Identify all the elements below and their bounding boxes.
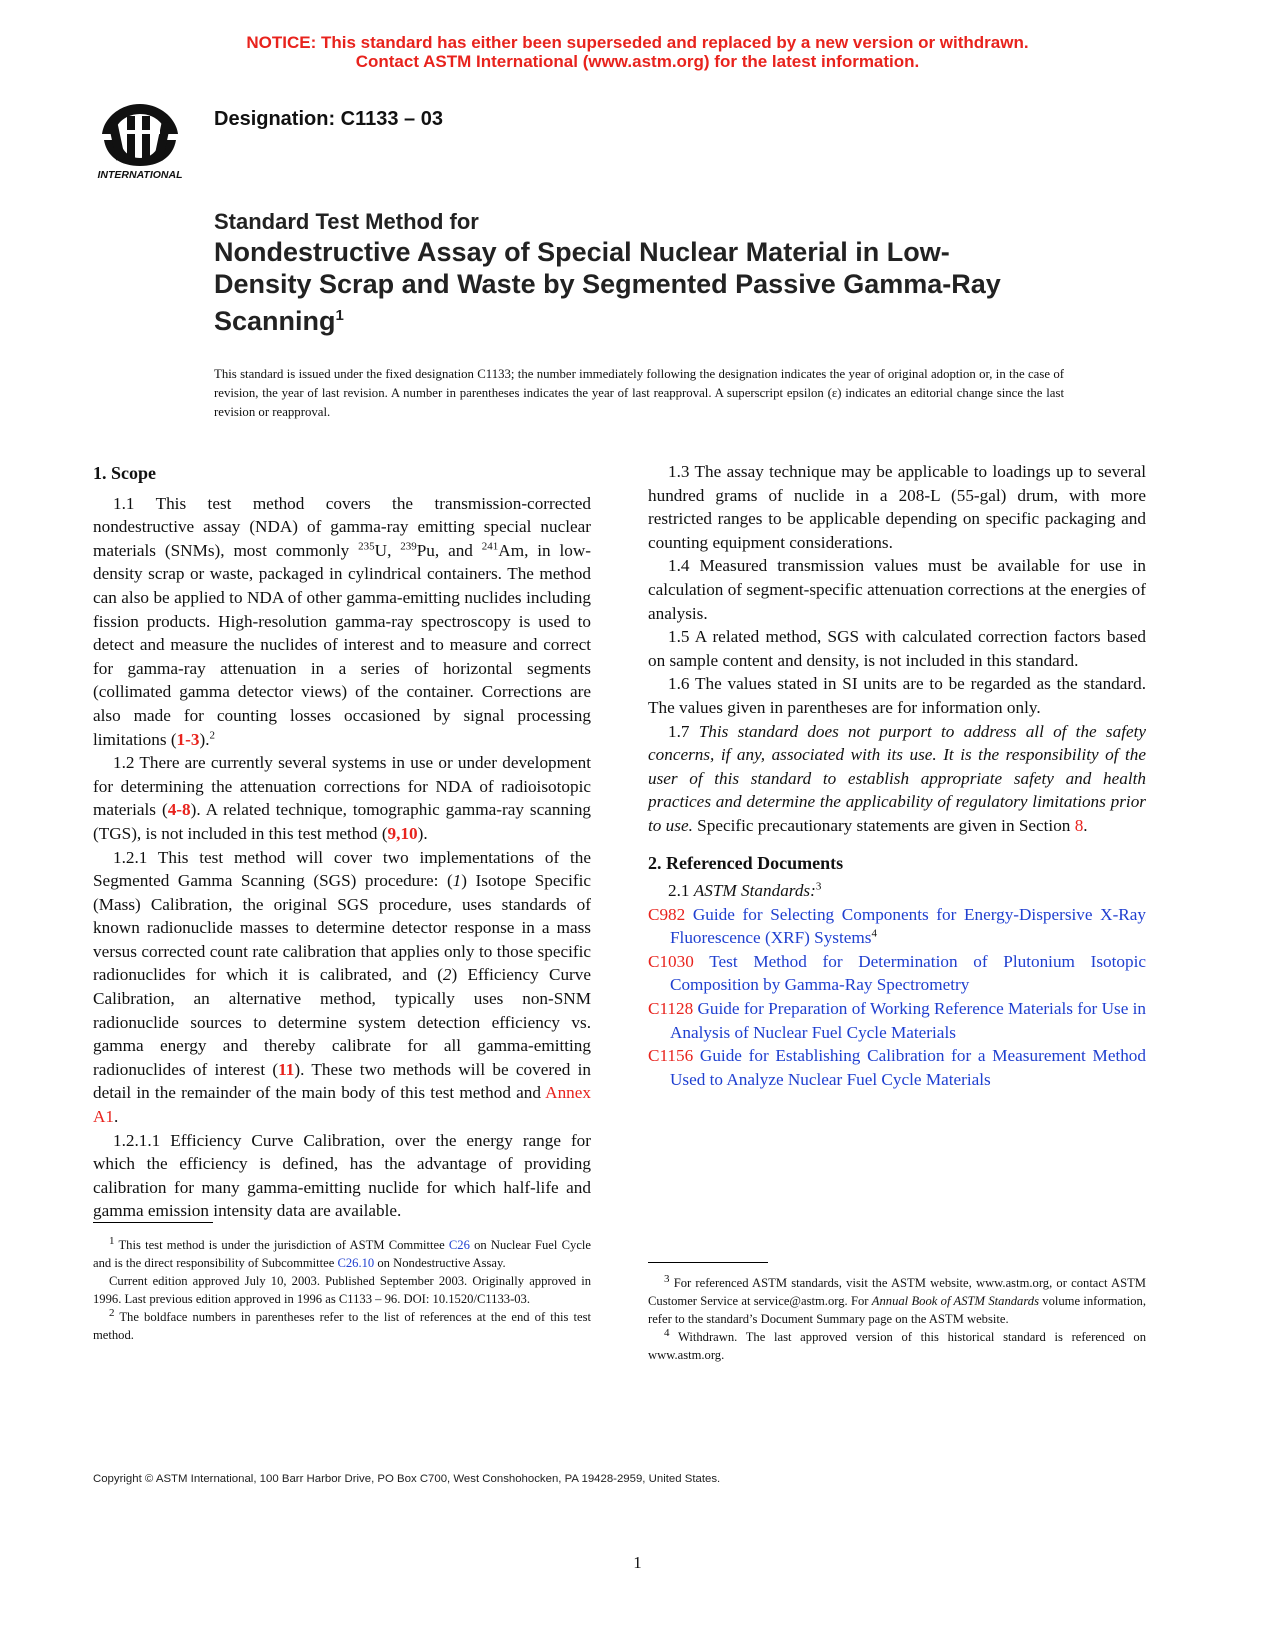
title-line-1: Standard Test Method for <box>214 209 479 234</box>
reference-item[interactable]: C982 Guide for Selecting Components for Energy-Dispersive X-Ray Fluorescence (XRF) Systems$^4$ <box>648 904 1146 948</box>
reference-item[interactable]: C1128 Guide for Preparation of Working Reference Materials for Use in Analysis of Nuclear Fuel Cycle Materials <box>648 999 1146 1042</box>
scope-heading: 1. Scope <box>93 463 156 483</box>
paragraph-1-6: 1.6 The values stated in SI units are to be regarded as the standard. The values given in parentheses are for information only. <box>648 674 1146 717</box>
edition-note: Current edition approved July 10, 2003. Published September 2003. Originally approved in 1996. Last previous edition approved in 1996 as C1133 – 96. DOI: 10.1520/C1133-03. <box>93 1274 591 1306</box>
footnote-4: $^4$ Withdrawn. The last approved version of this historical standard is referenced on www.astm.org. <box>648 1326 1146 1362</box>
referenced-documents-heading: 2. Referenced Documents <box>648 852 844 873</box>
paragraph-1-2-1: 1.2.1 This test method will cover two implementations of the Segmented Gamma Scanning (SGS) procedure: (1) Isotope Specific (Mass) Calibration, the original SGS procedure, uses standards of known radionuclide masses to determine detector response in a mass versus corrected count rate calibration that applies only to those specific radionuclides for which it is calibrated, and (2) Efficiency Curve Calibration, an alternative method, typically uses non-SNM radionuclide sources to determine system detection efficiency vs. gamma energy and thereby calibrate for all gamma-emitting radionuclides of interest (11). These two methods will be covered in detail in the remainder of the main body of this test method and Annex A1. <box>93 847 591 1127</box>
committee-c26-link[interactable]: C26 <box>448 1238 470 1252</box>
reference-item[interactable]: C1030 Test Method for Determination of Plutonium Isotopic Composition by Gamma-Ray Spectrometry <box>648 951 1146 995</box>
designation: Designation: C1133 – 03 <box>214 108 443 130</box>
astm-logo-icon <box>90 100 190 180</box>
subcommittee-c26-10-link[interactable]: C26.10 <box>337 1256 375 1270</box>
paragraph-1-2-1-1: 1.2.1.1 Efficiency Curve Calibration, over the energy range for which the efficiency is defined, has the advantage of providing calibration for many gamma-emitting nuclide for which half-life and gamma emission intensity data are available. <box>93 1130 591 1221</box>
issue-note: This standard is issued under the fixed designation C1133; the number immediately following the designation indicates the year of original adoption or, in the case of revision, the year of last revision. A number in parentheses indicates the year of last reapproval. A superscript epsilon (ε) indicates an editorial change since the last revision or reapproval. <box>214 367 1064 419</box>
notice-line-2: Contact ASTM International (www.astm.org) for the latest information. <box>355 52 920 71</box>
left-column <box>93 462 591 1223</box>
footnotes-right <box>648 1274 1146 1364</box>
ref-link-1-3[interactable]: 1-3 <box>176 729 200 749</box>
right-column <box>648 460 1146 1091</box>
ref-link-4-8[interactable]: 4-8 <box>167 800 191 820</box>
footnote-1: $^1$ This test method is under the jurisdiction of ASTM Committee C26 on Nuclear Fuel Cycle and is the direct responsibility of Subcommittee C26.10 on Nondestructive Assay. <box>93 1234 591 1270</box>
footnotes-left <box>93 1236 591 1344</box>
section-8-link[interactable]: 8 <box>1074 815 1084 835</box>
notice-line-1: NOTICE: This standard has either been superseded and replaced by a new version or withdrawn. <box>246 33 1029 52</box>
footnote-3: $^3$ For referenced ASTM standards, visit the ASTM website, www.astm.org, or contact ASTM Customer Service at service@astm.org. For Annual Book of ASTM Standards volume information, refer to the standard’s Document Summary page on the ASTM website. <box>648 1272 1146 1326</box>
title-footnote-mark: 1 <box>335 307 344 324</box>
reference-item[interactable]: C1156 Guide for Establishing Calibration for a Measurement Method Used to Analyze Nuclear Fuel Cycle Materials <box>648 1046 1146 1089</box>
ref-link-9-10[interactable]: 9,10 <box>387 823 418 843</box>
footnote-rule-right <box>648 1262 768 1263</box>
astm-standards-subheading: 2.1 ASTM Standards:$^3$ <box>668 880 822 901</box>
copyright-line: Copyright © ASTM International, 100 Barr Harbor Drive, PO Box C700, West Conshohocken, PA 19428-2959, United States. <box>93 1473 721 1485</box>
document-title <box>214 208 1034 337</box>
footnote-rule-left <box>93 1222 213 1223</box>
paragraph-1-2: 1.2 There are currently several systems in use or under development for determining the attenuation corrections for NDA of radioisotopic materials (4-8). A related technique, tomographic gamma-ray scanning (TGS), is not included in this test method (9,10). <box>93 753 592 843</box>
withdrawal-notice <box>0 33 1275 71</box>
annex-a1-link[interactable]: Annex A1 <box>93 1083 591 1127</box>
paragraph-1-3: 1.3 The assay technique may be applicable to loadings up to several hundred grams of nuclide in a 208-L (55-gal) drum, with more restricted ranges to be applicable depending on specific packaging and counting equipment considerations. <box>648 462 1146 552</box>
paragraph-1-1: 1.1 This test method covers the transmission-corrected nondestructive assay (NDA) of gamma-ray emitting special nuclear materials (SNMs), most commonly $^{235}$U, $^{239}$Pu, and $^{241}$Am, in low-density scrap or waste, packaged in cylindrical containers. The method can also be applied to NDA of other gamma-emitting nuclides including fission products. High-resolution gamma-ray spectroscopy is used to detect and measure the nuclides of interest and to measure and correct for gamma-ray attenuation in a series of horizontal segments (collimated gamma detector views) of the container. Corrections are also made for counting losses occasioned by signal processing limitations (1-3).$^2$ <box>93 493 591 749</box>
logo-text: INTERNATIONAL <box>97 169 183 180</box>
footnote-2-mark: 2 <box>209 728 215 741</box>
ref-link-11[interactable]: 11 <box>278 1059 295 1079</box>
page-number: 1 <box>633 1553 642 1572</box>
paragraph-1-4: 1.4 Measured transmission values must be available for use in calculation of segment-specific attenuation corrections at the energies of analysis. <box>648 556 1146 623</box>
footnote-2: $^2$ The boldface numbers in parentheses refer to the list of references at the end of this test method. <box>93 1306 591 1342</box>
paragraph-1-5: 1.5 A related method, SGS with calculated correction factors based on sample content and density, is not included in this standard. <box>648 627 1146 670</box>
title-line-2: Nondestructive Assay of Special Nuclear Material in Low-Density Scrap and Waste by Segmented Passive Gamma-Ray Scanning <box>214 237 1001 336</box>
paragraph-1-7: 1.7 This standard does not purport to address all of the safety concerns, if any, associated with its use. It is the responsibility of the user of this standard to establish appropriate safety and health practices and determine the applicability of regulatory limitations prior to use. Specific precautionary statements are given in Section 8. <box>648 721 1147 835</box>
